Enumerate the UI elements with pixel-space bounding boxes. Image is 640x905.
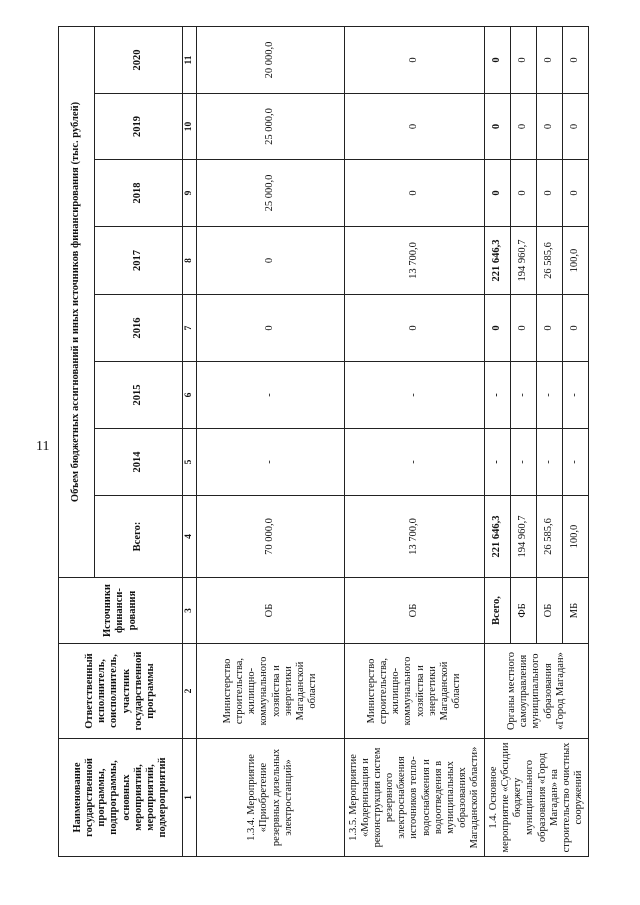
row-total: 194 960,7: [511, 496, 537, 578]
header-year-2018: 2018: [95, 160, 183, 227]
row-value-2015: -: [537, 362, 563, 429]
column-number: 8: [183, 227, 197, 295]
row-total: 13 700,0: [345, 496, 485, 578]
row-value-2018: 25 000,0: [197, 160, 345, 227]
row-value-2015: -: [197, 362, 345, 429]
row-value-2018: 0: [345, 160, 485, 227]
row-value-2019: 0: [563, 94, 589, 160]
header-responsible: Ответственный исполнитель, соисполнитель, участник государственной программы: [59, 644, 183, 739]
row-value-2015: -: [563, 362, 589, 429]
row-value-2016: 0: [345, 295, 485, 362]
row-source: Всего,: [485, 578, 511, 644]
table-row: [345, 26, 485, 856]
row-value-2019: 0: [511, 94, 537, 160]
table-row: [485, 26, 511, 856]
header-total: Всего:: [95, 496, 183, 578]
row-value-2017: 13 700,0: [345, 227, 485, 295]
rotated-table-wrapper: [58, 27, 588, 857]
row-value-2019: 0: [537, 94, 563, 160]
row-value-2014: -: [563, 429, 589, 496]
column-number: 9: [183, 160, 197, 227]
row-value-2014: -: [511, 429, 537, 496]
funding-table: [58, 26, 589, 857]
row-value-2020: 0: [563, 26, 589, 93]
row-value-2019: 0: [485, 94, 511, 160]
row-total: 221 646,3: [485, 496, 511, 578]
row-value-2014: -: [485, 429, 511, 496]
row-responsible: Министерство строительства, жилищно- коммунального хозяйства и энергетики Магаданской области: [197, 644, 345, 739]
header-year-2019: 2019: [95, 94, 183, 160]
row-responsible: Органы местного самоуправления муниципального образования «Город Магадан»: [485, 644, 589, 739]
row-value-2017: 100,0: [563, 227, 589, 295]
column-number: 2: [183, 644, 197, 739]
header-year-2016: 2016: [95, 295, 183, 362]
row-value-2014: -: [345, 429, 485, 496]
row-value-2017: 26 585,6: [537, 227, 563, 295]
row-value-2014: -: [537, 429, 563, 496]
table-row: [197, 26, 345, 856]
header-year-2017: 2017: [95, 227, 183, 295]
row-value-2020: 0: [537, 26, 563, 93]
row-value-2016: 0: [485, 295, 511, 362]
row-value-2020: 0: [511, 26, 537, 93]
row-value-2016: 0: [563, 295, 589, 362]
row-value-2014: -: [197, 429, 345, 496]
column-number: 10: [183, 94, 197, 160]
row-value-2018: 0: [537, 160, 563, 227]
column-number: 4: [183, 496, 197, 578]
row-value-2015: -: [345, 362, 485, 429]
header-name: Наименование государственной программы, подпрограммы, основных мероприятий, мероприятий, подмероприятий: [59, 739, 183, 857]
row-value-2017: 0: [197, 227, 345, 295]
column-number: 7: [183, 295, 197, 362]
row-value-2016: 0: [537, 295, 563, 362]
column-number: 1: [183, 739, 197, 857]
row-responsible: Министерство строительства, жилищно- коммунального хозяйства и энергетики Магаданской области: [345, 644, 485, 739]
row-name: 1.3.5. Мероприятие «Модернизация и реконструкция систем резервного электроснабжения источников тепло- водоснабжения и водоотведения в муниципальных образованиях Магаданской области»: [345, 739, 485, 857]
row-source: ОБ: [345, 578, 485, 644]
row-value-2015: -: [511, 362, 537, 429]
row-value-2017: 194 960,7: [511, 227, 537, 295]
header-year-2014: 2014: [95, 429, 183, 496]
row-total: 26 585,6: [537, 496, 563, 578]
row-total: 70 000,0: [197, 496, 345, 578]
column-number: 11: [183, 26, 197, 93]
row-value-2018: 0: [485, 160, 511, 227]
row-source: ФБ: [511, 578, 537, 644]
row-value-2019: 0: [345, 94, 485, 160]
row-name: 1.4. Основное мероприятие «Субсидии бюджету муниципального образования «Город Магадан» на строительство очистных сооружений: [485, 739, 589, 857]
row-total: 100,0: [563, 496, 589, 578]
row-value-2016: 0: [511, 295, 537, 362]
row-value-2017: 221 646,3: [485, 227, 511, 295]
row-value-2018: 0: [511, 160, 537, 227]
header-year-2015: 2015: [95, 362, 183, 429]
row-name: 1.3.4. Мероприятие «Приобретение резервных дизельных электростанций»: [197, 739, 345, 857]
row-source: МБ: [563, 578, 589, 644]
row-value-2020: 20 000,0: [197, 26, 345, 93]
row-source: ОБ: [197, 578, 345, 644]
header-year-2020: 2020: [95, 26, 183, 93]
row-value-2020: 0: [345, 26, 485, 93]
row-value-2016: 0: [197, 295, 345, 362]
column-number: 5: [183, 429, 197, 496]
header-sources: Источники финанси- рования: [59, 578, 183, 644]
row-value-2018: 0: [563, 160, 589, 227]
column-number: 3: [183, 578, 197, 644]
row-source: ОБ: [537, 578, 563, 644]
column-number: 6: [183, 362, 197, 429]
row-value-2015: -: [485, 362, 511, 429]
page-number: 11: [36, 439, 50, 454]
row-value-2020: 0: [485, 26, 511, 93]
header-funding: Объем бюджетных ассигнований и иных источников финансирования (тыс. рублей): [59, 26, 95, 577]
row-value-2019: 25 000,0: [197, 94, 345, 160]
